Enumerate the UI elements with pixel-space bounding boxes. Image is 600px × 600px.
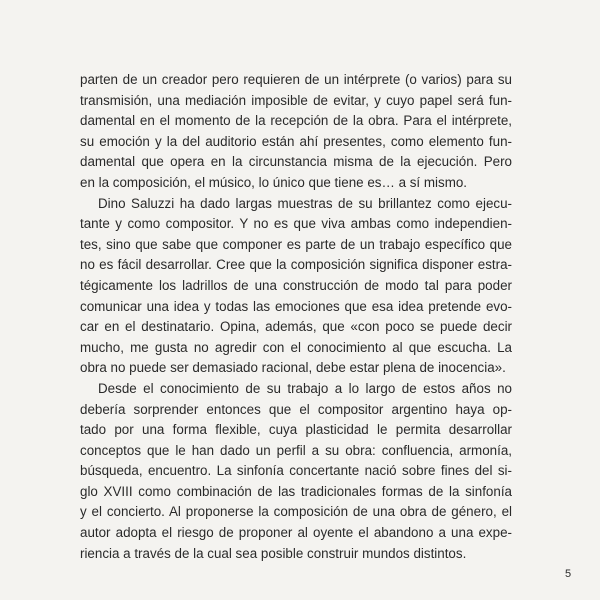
page-number: 5 [565, 568, 572, 580]
text-line: mucho, me gusta no agredir con el conocimiento al que escucha. La [80, 339, 512, 355]
text-line: conceptos que le han dado un perfil a su obra: confluencia, armonía, [80, 442, 512, 458]
text-line: debería sorprender entonces que el compositor argentino haya op- [80, 401, 512, 417]
body-text [80, 70, 512, 564]
text-line: tes, sino que sabe que componer es parte de un trabajo específico que [80, 236, 512, 252]
text-line: glo XVIII como combinación de las tradicionales formas de la sinfonía [80, 483, 512, 499]
text-line: tado por una forma flexible, cuya plasticidad le permita desarrollar [80, 422, 512, 438]
text-line: Desde el conocimiento de su trabajo a lo largo de estos años no [98, 380, 512, 396]
paragraph-3 [80, 379, 512, 564]
text-line: y el concierto. Al proponerse la composición de una obra de género, el [80, 504, 512, 520]
text-line: car en el destinatario. Opina, además, que «con poco se puede decir [80, 319, 512, 335]
paragraph-2 [80, 194, 512, 379]
text-line: tante y como compositor. Y no es que viva ambas como independien- [80, 216, 512, 232]
text-line: su emoción y la del auditorio están ahí presentes, como elemento fun- [80, 133, 512, 149]
text-line: autor adopta el riesgo de proponer al oyente el abandono a una expe- [80, 525, 512, 541]
text-line: obra no puede ser demasiado racional, debe estar plena de inocencia». [80, 360, 506, 376]
text-line: no es fácil desarrollar. Cree que la composición significa disponer estra- [80, 257, 512, 273]
text-line: riencia a través de la cual sea posible construir mundos distintos. [80, 545, 467, 561]
text-line: parten de un creador pero requieren de un intérprete (o varios) para su [80, 72, 512, 87]
text-line: Dino Saluzzi ha dado largas muestras de su brillantez como ejecu- [98, 195, 512, 211]
text-line: tégicamente los ladrillos de una construcción de modo tal para poder [80, 277, 512, 293]
paragraph-1 [80, 70, 512, 194]
text-line: damental en el momento de la recepción de la obra. Para el intérprete, [80, 113, 512, 129]
text-line: en la composición, el músico, lo único que tiene es… a sí mismo. [80, 174, 468, 190]
text-line: búsqueda, encuentro. La sinfonía concertante nació sobre fines del si- [80, 463, 512, 479]
text-line: comunicar una idea y todas las emociones que esa idea pretende evo- [80, 298, 512, 314]
text-line: transmisión, una mediación imposible de evitar, y cuyo papel será fun- [80, 92, 512, 108]
text-line: damental que opera en la circunstancia misma de la ejecución. Pero [80, 154, 512, 170]
